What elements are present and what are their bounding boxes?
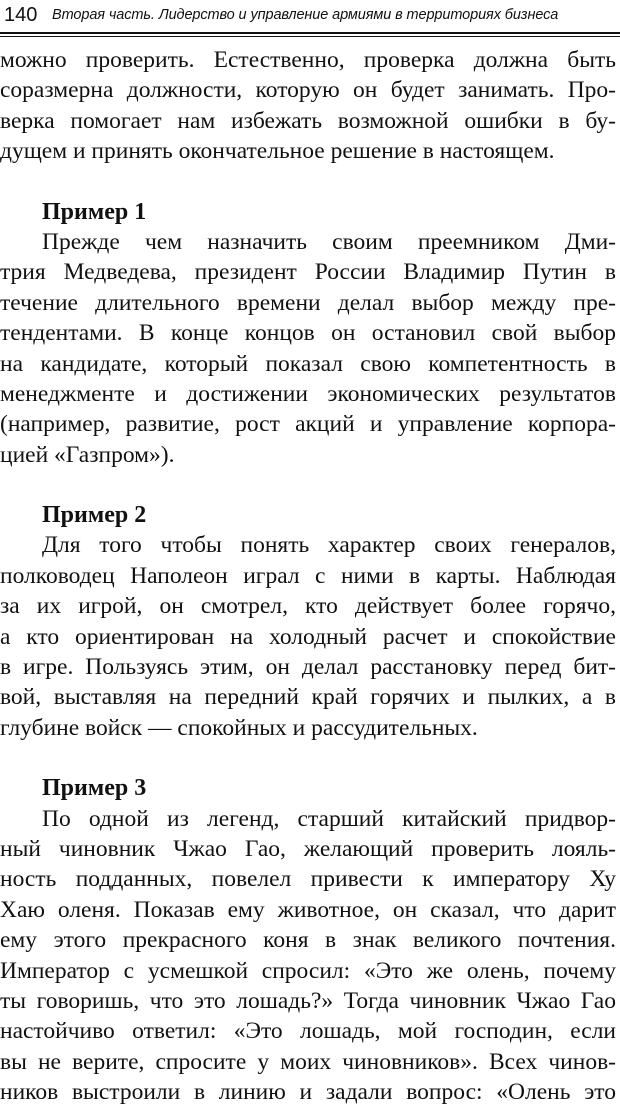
text-line: ты говоришь, что это лошадь?» Тогда чиновник Чжао Гао <box>0 987 616 1014</box>
page-number: 140 <box>4 4 38 26</box>
text-line: в игре. Пользуясь этим, он делал расстановку перед бит- <box>0 654 616 681</box>
example-3 <box>0 773 616 1107</box>
page-header <box>0 2 620 32</box>
text-line: Для того чтобы понять характер своих генералов, <box>42 532 616 559</box>
text-line: ников выстроили в линию и задали вопрос: «Олень это <box>0 1079 616 1106</box>
text-line: соразмерна должности, которую он будет занимать. Про- <box>0 77 616 104</box>
header-rule <box>0 32 620 34</box>
text-line: трия Медведева, президент России Владимир Путин в <box>0 259 616 286</box>
text-line: ему этого прекрасного коня в знак великого почтения. <box>0 927 616 954</box>
text-line: Прежде чем назначить своим преемником Дми- <box>42 228 616 255</box>
example-1 <box>0 197 616 471</box>
example-2 <box>0 500 616 743</box>
text-line: верка помогает нам избежать возможной ошибки в бу- <box>0 107 616 134</box>
text-line: можно проверить. Естественно, проверка должна быть <box>0 47 616 73</box>
text-line: По одной из легенд, старший китайский придвор- <box>42 805 616 832</box>
example-heading: Пример 2 <box>42 502 147 529</box>
text-line: Император с усмешкой спросил: «Это же олень, почему <box>0 957 616 984</box>
text-line: ность подданных, повелел привести к императору Ху <box>0 866 616 893</box>
text-line: дущем и принять окончательное решение в настоящем. <box>0 138 555 165</box>
page-body <box>0 45 616 1108</box>
text-line: полководец Наполеон играл с ними в карты. Наблюдая <box>0 562 616 589</box>
text-line: тендентами. В конце концов он остановил свой выбор <box>0 320 616 347</box>
running-title: Вторая часть. Лидерство и управление армиями в территориях бизнеса <box>52 7 559 23</box>
text-line: Хаю оленя. Показав ему животное, он сказал, что дарит <box>0 896 616 923</box>
intro-paragraph <box>0 45 616 167</box>
text-line: а кто ориентирован на холодный расчет и спокойствие <box>0 623 616 650</box>
text-line: вой, выставляя на передний край горячих и пылких, а в <box>0 684 616 711</box>
text-line: глубине войск — спокойных и рассудительных. <box>0 714 478 741</box>
text-line: течение длительного времени делал выбор между пре- <box>0 289 616 316</box>
header-rule-thin <box>0 36 620 37</box>
text-line: менеджменте и достижении экономических результатов <box>0 380 616 407</box>
text-line: за их игрой, он смотрел, кто действует более горячо, <box>0 593 616 620</box>
example-heading: Пример 3 <box>42 775 147 802</box>
text-line: цией «Газпром»). <box>0 441 175 468</box>
text-line: (например, развитие, рост акций и управление корпора- <box>0 411 616 438</box>
text-line: на кандидате, который показал свою компетентность в <box>0 350 616 377</box>
text-line: вы не верите, спросите у моих чиновников». Всех чинов- <box>0 1048 616 1075</box>
text-line: ный чиновник Чжао Гао, желающий проверить лояль- <box>0 835 616 862</box>
example-heading: Пример 1 <box>42 198 147 225</box>
text-line: настойчиво ответил: «Это лошадь, мой господин, если <box>0 1018 616 1045</box>
